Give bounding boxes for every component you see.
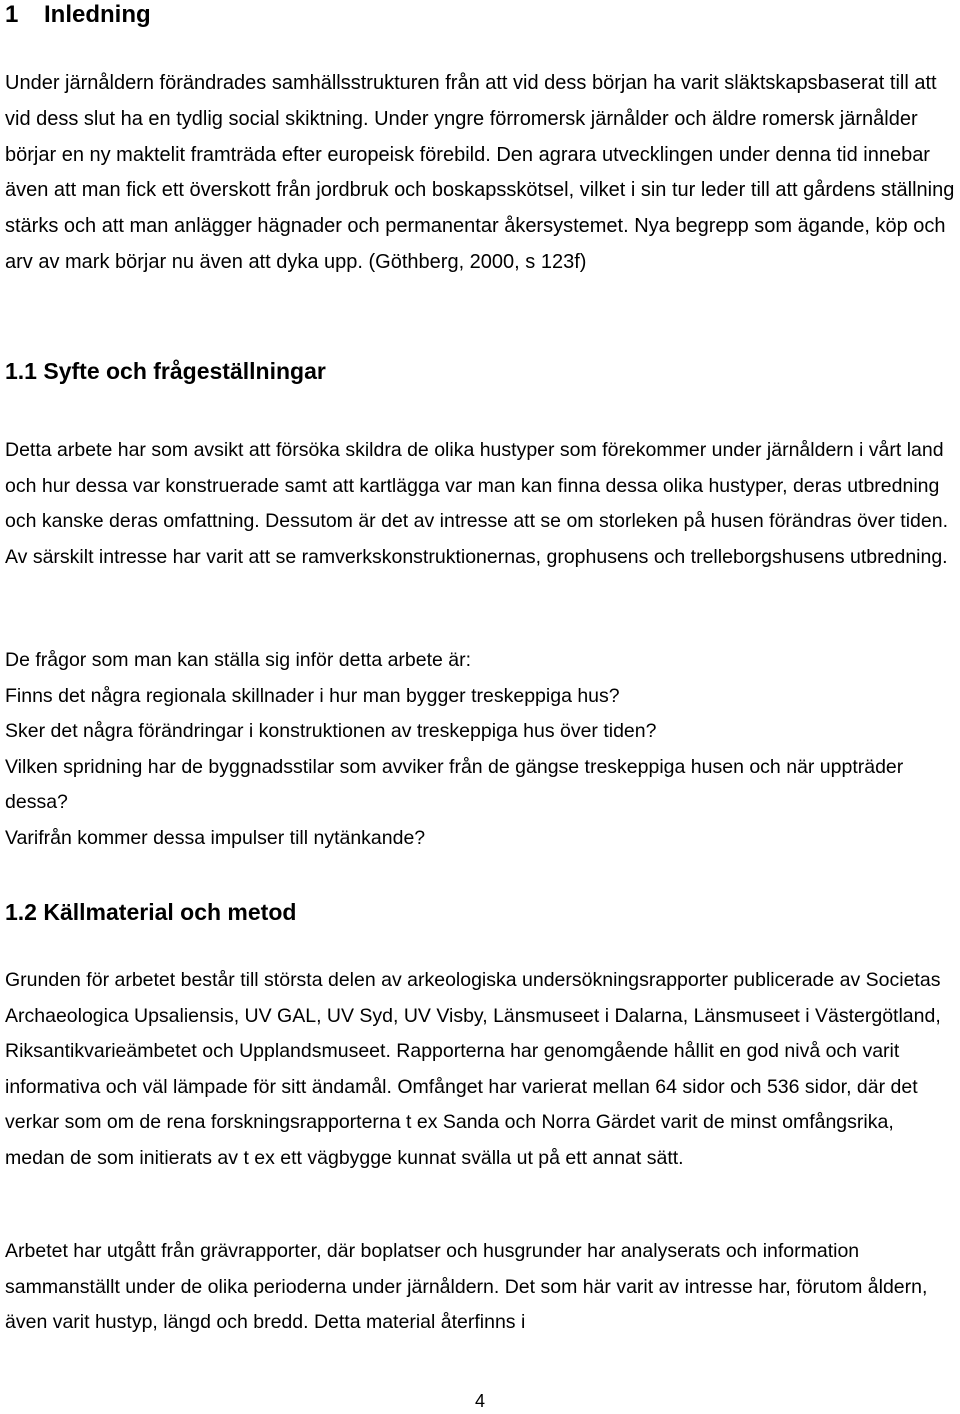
kallmaterial-paragraph: Grunden för arbetet består till största delen av arkeologiska undersökningsrapporter publicerade av Societas Archaeologica Upsaliensis, UV GAL, UV Syd, UV Visby, Länsmuseet i Dalarna, Länsmuseet i Västergötland, Riksantikvarieämbetet och Upplandsmuseet. Rapporterna har genomgående hållit en god nivå och varit informativa och väl lämpade för sitt ändamål. Omfånget har varierat mellan 64 sidor och 536 sidor, där det verkar som om de rena forskningsrapporterna t ex Sanda och Norra Gärdet varit de minst omfångsrika, medan de som initierats av t ex ett vägbygge kunnat svälla ut på ett annat sätt. [5,969,941,1169]
questions-intro: De frågor som man kan ställa sig inför detta arbete är: [5,649,472,671]
syfte-section [5,433,955,575]
section-heading-syfte: 1.1 Syfte och frågeställningar [5,358,326,384]
chapter-title: Inledning [44,1,151,28]
metod-paragraph: Arbetet har utgått från grävrapporter, där boplatser och husgrunder har analyserats och information sammanställt under de olika perioderna under järnåldern. Det som här varit av intresse har, förutom åldern, även varit hustyp, längd och bredd. Detta material återfinns i [5,1240,928,1333]
question-line: Finns det några regionala skillnader i hur man bygger treskeppiga hus? [5,684,620,707]
section-heading-kallmaterial: 1.2 Källmaterial och metod [5,899,297,925]
kallmaterial-section [5,963,955,1176]
question-line: Vilken spridning har de byggnadsstilar som avviker från de gängse treskeppiga husen och när uppträder dessa? [5,755,904,813]
syfte-paragraph: Detta arbete har som avsikt att försöka skildra de olika hustyper som förekommer under järnåldern i vårt land och hur dessa var konstruerade samt att kartlägga var man kan finna dessa olika hustyper, deras utbredning och kanske deras omfattning. Dessutom är det av intresse att se om storleken på husen förändras över tiden. Av särskilt intresse har varit att se ramverkskonstruktionernas, grophusens och trelleborgshusens utbredning. [5,439,948,568]
intro-paragraph: Under järnåldern förändrades samhällsstrukturen från att vid dess början ha varit släktskapsbaserat till att vid dess slut ha en tydlig social skiktning. Under yngre förromersk järnålder och äldre romersk järnålder börjar en ny maktelit framträda efter europeisk förebild. Den agrara utvecklingen under denna tid innebar även att man fick ett överskott från jordbruk och boskapsskötsel, vilket i sin tur leder till att gårdens ställning stärks och att man anlägger hägnader och permanentar åkersystemet. Nya begrepp som ägande, köp och arv av mark börjar nu även att dyka upp. (Göthberg, 2000, s 123f) [5,72,955,273]
question-line: Sker det några förändringar i konstruktionen av treskeppiga hus över tiden? [5,720,657,742]
page-number: 4 [474,1391,485,1411]
metod-section [5,1234,955,1341]
questions-block [5,643,955,856]
chapter-heading [5,1,151,29]
question-line: Varifrån kommer dessa impulser till nytänkande? [5,826,426,849]
intro-section [5,66,955,281]
chapter-number: 1 [5,1,19,28]
